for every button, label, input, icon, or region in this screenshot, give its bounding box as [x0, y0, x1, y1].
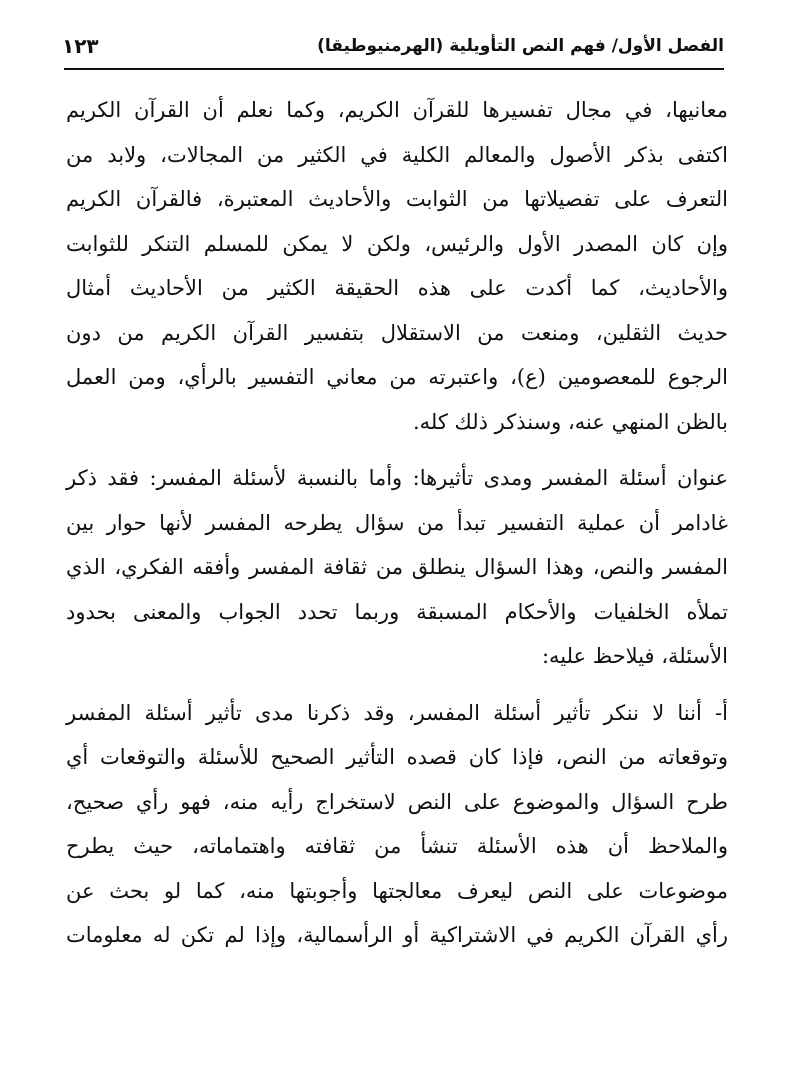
text-line: حديث الثقلين، ومنعت من الاستقلال بتفسير القرآن الكريم من دون: [66, 320, 728, 345]
text-line: بالظن المنهي عنه، وسنذكر ذلك كله.: [412, 409, 728, 434]
page-number: ١٢٣: [62, 34, 99, 58]
text-line: الأسئلة، فيلاحظ عليه:: [541, 644, 728, 668]
text-line: عنوان أسئلة المفسر ومدى تأثيرها: وأما بالنسبة لأسئلة المفسر: فقد ذكر: [66, 466, 728, 490]
running-title: الفصل الأول/ فهم النص التأويلية (الهرمنيوطيقا): [317, 36, 724, 56]
text-line: وإن كان المصدر الأول والرئيس، ولكن لا يمكن للمسلم التنكر للثوابت: [66, 231, 728, 256]
text-line: طرح السؤال والموضوع على النص لاستخراج رأيه منه، فهو رأي صحيح،: [66, 789, 728, 814]
text-line: رأي القرآن الكريم في الاشتراكية أو الرأسمالية، وإذا لم تكن له معلومات: [66, 923, 728, 947]
paragraph: [66, 691, 728, 958]
text-line: التعرف على تفصيلاتها من الثوابت والأحاديث المعتبرة، فالقرآن الكريم: [66, 187, 728, 211]
text-line: معانيها، في مجال تفسيرها للقرآن الكريم، وكما نعلم أن القرآن الكريم: [66, 98, 728, 122]
text-line: تملأه الخلفيات والأحكام المسبقة وربما تحدد الجواب والمعنى بحدود: [66, 599, 728, 624]
text-line: أ- أننا لا ننكر تأثير أسئلة المفسر، وقد ذكرنا مدى تأثير أسئلة المفسر: [66, 700, 728, 725]
paragraph: [66, 456, 728, 679]
text-line: الرجوع للمعصومين (ع)، واعتبرته من معاني التفسير بالرأي، ومن العمل: [66, 365, 728, 389]
paragraph: [66, 88, 728, 444]
page-body: [66, 88, 728, 958]
text-line: والملاحظ أن هذه الأسئلة تنشأ من ثقافته واهتماماته، حيث يطرح: [66, 834, 728, 858]
text-line: اكتفى بذكر الأصول والمعالم الكلية في الكثير من المجالات، ولابد من: [66, 142, 729, 167]
text-line: موضوعات على النص ليعرف معالجتها وأجوبتها منه، كما لو بحث عن: [66, 878, 728, 903]
text-line: المفسر والنص، وهذا السؤال ينطلق من ثقافة المفسر وأفقه الفكري، الذي: [66, 555, 728, 579]
text-line: وتوقعاته من النص، فإذا كان قصده التأثير الصحيح للأسئلة والتوقعات أي: [66, 745, 728, 769]
page-header: [62, 26, 724, 66]
text-line: غادامر أن عملية التفسير تبدأ من سؤال يطرحه المفسر لأنها حوار بين: [66, 510, 728, 535]
header-rule: [64, 68, 724, 70]
text-line: والأحاديث، كما أكدت على هذه الحقيقة الكثير من الأحاديث أمثال: [66, 276, 728, 300]
